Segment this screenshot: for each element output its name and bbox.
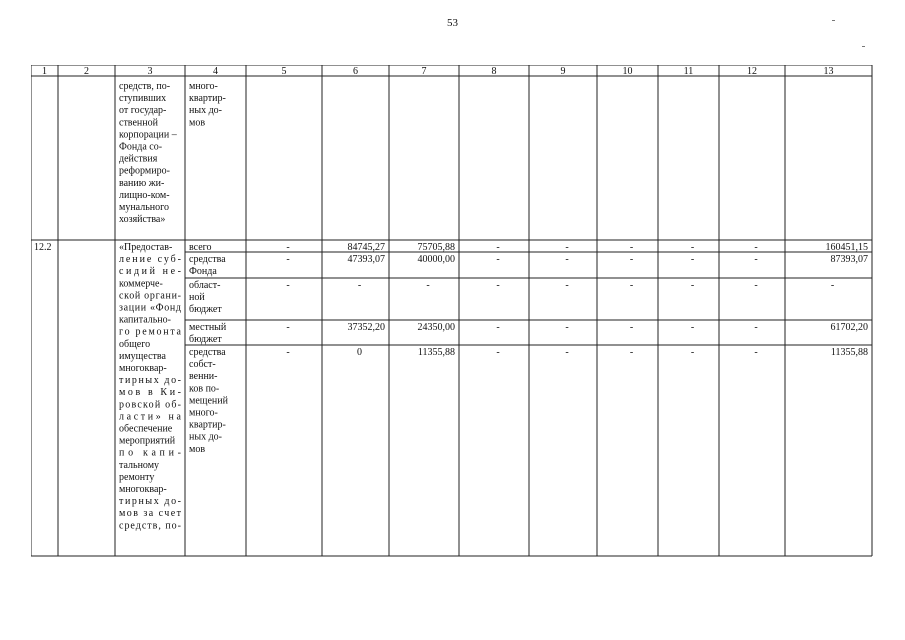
cell-text: ванию жи- — [119, 177, 165, 189]
cell-text: мов за счет — [119, 508, 181, 520]
cell-text: обеспечение — [119, 423, 173, 435]
source-label: ных до- — [189, 431, 222, 443]
value-cell: - — [690, 254, 695, 265]
value-cell: - — [286, 347, 290, 358]
cell-text: ласти» на — [119, 411, 181, 423]
source-label: средства — [189, 254, 226, 265]
value-cell: - — [286, 322, 290, 333]
cell-text: многоквар- — [119, 363, 167, 374]
value-cell: 24350,00 — [417, 322, 455, 333]
value-cell: - — [754, 254, 758, 265]
column-number: 7 — [421, 66, 427, 77]
source-label: квартир- — [189, 419, 226, 431]
cell-text: Фонда со- — [119, 141, 163, 153]
value-cell: 11355,88 — [417, 347, 455, 358]
cell-text: хозяйства» — [119, 214, 166, 226]
cell-text: от госудаp- — [119, 105, 167, 117]
cell-text: реформиро- — [119, 165, 170, 177]
value-cell: - — [754, 280, 758, 291]
value-cell: - — [690, 280, 695, 291]
value-cell: - — [565, 254, 569, 265]
column-number: 10 — [622, 66, 633, 77]
row-number: 12.2 — [34, 242, 52, 253]
value-cell: - — [496, 254, 500, 265]
cell-text: действия — [119, 153, 158, 165]
source-label: област- — [189, 280, 221, 291]
cell-text: «Предостав- — [119, 242, 173, 253]
cell-text: ление суб- — [119, 254, 181, 266]
scan-speck — [862, 46, 865, 47]
source-label: венни- — [189, 371, 218, 383]
column-number: 9 — [560, 66, 566, 77]
value-cell: - — [690, 322, 695, 333]
value-cell: 40000,00 — [417, 254, 455, 265]
source-label: мещений — [189, 395, 228, 407]
value-cell: - — [565, 347, 569, 358]
cell-text: тальному — [119, 459, 160, 471]
cell-text: ступивших — [119, 93, 167, 105]
value-cell: 11355,88 — [830, 347, 868, 358]
page-number: 53 — [447, 17, 458, 29]
cell-text: многоквар- — [119, 484, 167, 495]
cell-text: тирных до- — [119, 496, 181, 508]
source-label: бюджет — [189, 304, 222, 316]
value-cell: - — [565, 280, 569, 291]
scan-speck — [832, 20, 835, 21]
value-cell: - — [830, 280, 835, 291]
column-number: 4 — [213, 66, 218, 77]
cell-text: лищно-ком- — [119, 189, 170, 201]
value-cell: - — [357, 280, 362, 291]
source-label: собст- — [189, 359, 216, 371]
value-cell: - — [690, 242, 695, 253]
budget-table-grid — [31, 65, 873, 557]
value-cell: - — [754, 242, 758, 253]
value-cell: - — [496, 322, 500, 333]
value-cell: - — [286, 242, 290, 253]
cell-text: общего — [119, 338, 151, 350]
value-cell: - — [754, 322, 758, 333]
cell-text: квартир- — [189, 93, 226, 105]
value-cell: - — [496, 347, 500, 358]
value-cell: - — [496, 242, 500, 253]
source-label: много- — [189, 407, 218, 419]
source-label: местный — [189, 322, 227, 333]
value-cell: 47393,07 — [347, 254, 385, 265]
source-label: Фонда — [189, 266, 217, 278]
cell-text: по капи- — [119, 447, 181, 459]
value-cell: 75705,88 — [417, 242, 455, 253]
value-cell: 37352,20 — [347, 322, 385, 333]
cell-text: капитально- — [119, 314, 171, 326]
cell-text: коммерче- — [119, 278, 163, 290]
cell-text: ственной — [119, 117, 158, 129]
cell-text: имущества — [119, 350, 166, 362]
cell-text: сидий не- — [119, 266, 181, 278]
value-cell: - — [426, 280, 430, 291]
value-cell: - — [629, 254, 634, 265]
cell-text: зации «Фонд — [119, 302, 181, 314]
column-number: 8 — [491, 66, 497, 77]
value-cell: - — [754, 347, 758, 358]
value-cell: - — [629, 347, 634, 358]
source-label: ков по- — [189, 383, 220, 395]
cell-text: ской органи- — [119, 290, 181, 302]
cell-text: ровской об- — [119, 399, 181, 411]
column-number: 11 — [683, 66, 694, 77]
cell-text: ремонту — [119, 471, 155, 483]
cell-text: го ремонта — [119, 326, 181, 338]
column-number: 13 — [823, 66, 834, 77]
value-cell: 84745,27 — [347, 242, 385, 253]
source-label: ной — [189, 292, 205, 304]
value-cell: - — [629, 322, 634, 333]
source-label: бюджет — [189, 334, 222, 346]
value-cell: 87393,07 — [830, 254, 868, 265]
cell-text: ных до- — [189, 105, 222, 117]
value-cell: 160451,15 — [825, 242, 868, 253]
column-number: 12 — [747, 66, 757, 77]
value-cell: - — [565, 322, 569, 333]
cell-text: мунального — [119, 202, 169, 213]
budget-table — [31, 65, 873, 562]
column-number: 6 — [353, 66, 358, 77]
cell-text: средств, по- — [119, 81, 171, 92]
value-cell: 0 — [357, 347, 362, 358]
value-cell: - — [690, 347, 695, 358]
value-cell: - — [565, 242, 569, 253]
cell-text: много- — [189, 81, 218, 92]
column-number: 5 — [281, 66, 287, 77]
source-label: средства — [189, 347, 226, 358]
value-cell: - — [496, 280, 500, 291]
source-label: всего — [189, 242, 212, 253]
column-number: 2 — [84, 66, 89, 77]
cell-text: тирных до- — [119, 375, 181, 387]
column-number: 1 — [42, 66, 47, 77]
cell-text: средств, по- — [119, 520, 181, 532]
column-number: 3 — [147, 66, 153, 77]
value-cell: - — [629, 242, 634, 253]
cell-text: мероприятий — [119, 435, 176, 447]
cell-text: корпорации – — [119, 129, 177, 141]
cell-text: мов — [189, 117, 206, 129]
cell-text: мов в Ки- — [119, 387, 181, 399]
value-cell: - — [286, 254, 290, 265]
source-label: мов — [189, 443, 206, 455]
value-cell: - — [629, 280, 634, 291]
value-cell: 61702,20 — [830, 322, 868, 333]
value-cell: - — [286, 280, 290, 291]
